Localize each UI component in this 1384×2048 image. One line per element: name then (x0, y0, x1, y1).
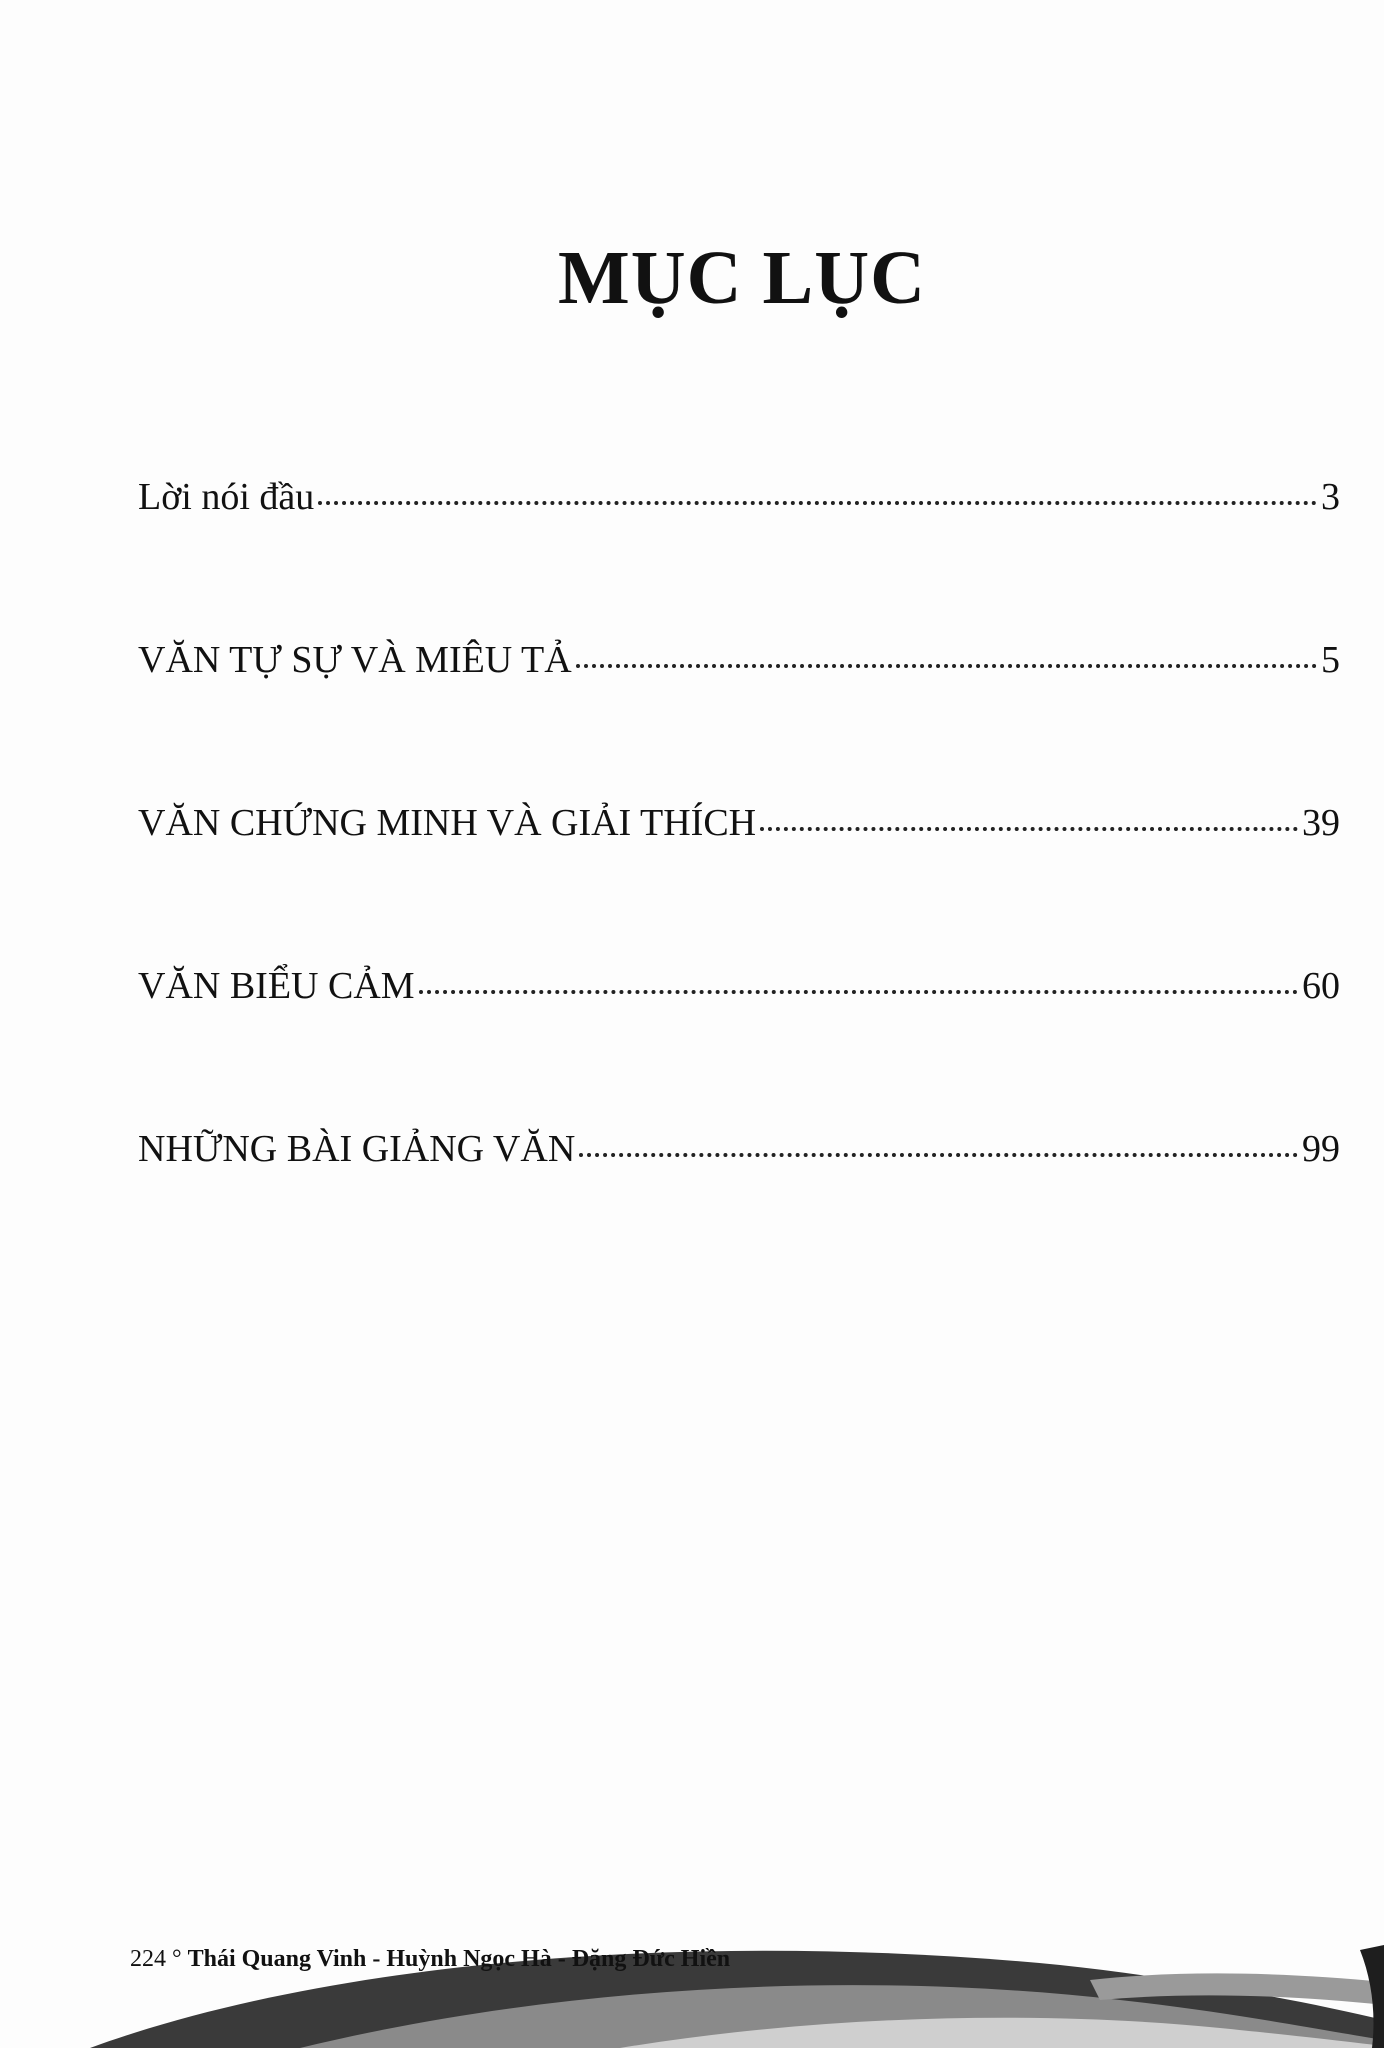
toc-dot-leader (579, 1153, 1298, 1157)
footer-page-number: 224 (130, 1946, 166, 1972)
toc-dot-leader (760, 827, 1298, 831)
toc-entry (138, 1130, 1340, 1293)
toc-entry-label: VĂN BIỂU CẢM (138, 965, 415, 1007)
page-title: MỤC LỤC (558, 236, 926, 320)
toc-entry-label: VĂN CHỨNG MINH VÀ GIẢI THÍCH (138, 802, 757, 844)
toc-entry-page: 3 (1321, 476, 1340, 518)
toc-entry (138, 641, 1340, 804)
toc-entry-label: NHỮNG BÀI GIẢNG VĂN (138, 1128, 576, 1170)
toc-entry-label: VĂN TỰ SỰ VÀ MIÊU TẢ (138, 639, 572, 681)
toc-entry (138, 804, 1340, 967)
toc-entry-page: 5 (1321, 639, 1340, 681)
toc-entry-page: 60 (1302, 965, 1340, 1007)
toc-entry-label: Lời nói đầu (138, 476, 315, 518)
toc-entry-page: 99 (1302, 1128, 1340, 1170)
page-footer (130, 1946, 730, 1973)
footer-separator: ° (172, 1946, 182, 1972)
table-of-contents (138, 478, 1340, 1293)
toc-entry-page: 39 (1302, 802, 1340, 844)
footer-authors: Thái Quang Vinh - Huỳnh Ngọc Hà - Đặng Đức Hiền (187, 1946, 731, 1972)
toc-dot-leader (419, 990, 1298, 994)
toc-dot-leader (318, 501, 1317, 505)
toc-entry (138, 967, 1340, 1130)
toc-dot-leader (576, 664, 1317, 668)
toc-entry (138, 478, 1340, 641)
